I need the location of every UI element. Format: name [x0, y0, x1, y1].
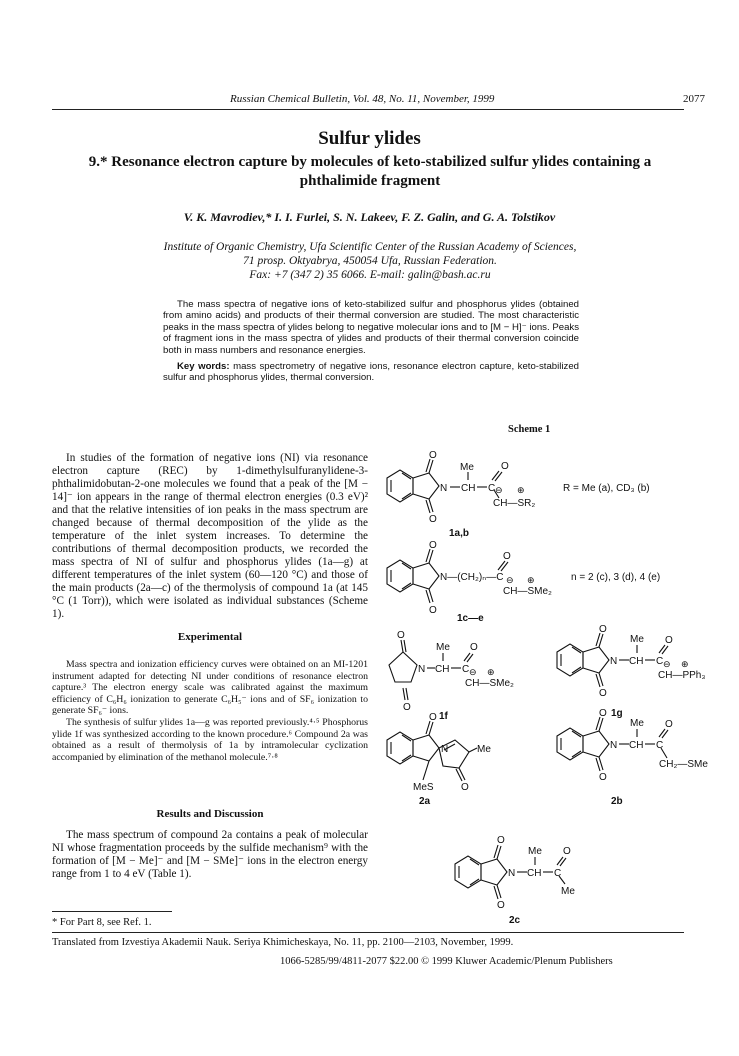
atom-label: N: [508, 868, 516, 879]
abstract: [163, 299, 579, 384]
intro-text: In studies of the formation of negative ions (NI) via resonance electron capture (REC) by 1-dimethylsulfuranylidene-3-phthalimidobutan-2-one molecules we found that a peak of the [M − 14]⁻ ion appears in the range of thermal electron energies (0.3 eV)² and that the relative intensities of ion peaks in the mass spectrum are changed because of thermal decomposition of the ylide as the temperature of the inlet system increases. To determine the contributions of thermal decomposition products, we recorded the mass spectra of NI of sulfur and phosphorus ylides (1a—g) at different temperatures of the inlet system (60—120 °C) and those of the main products (2a—c) of the thermolysis of compound 1a (at 145 °C (1 Torr)), which were isolated as individual substances (Scheme 1).: [52, 452, 368, 620]
affiliation: [100, 240, 640, 282]
atom-label: CH: [461, 483, 476, 494]
compound-label: 2a: [419, 796, 431, 807]
atom-label: O: [501, 461, 509, 472]
atom-label: N: [418, 664, 426, 675]
affiliation-line: Fax: +7 (347 2) 35 6066. E-mail: galin@bash.ac.ru: [249, 269, 491, 281]
atom-label: O: [599, 772, 607, 783]
atom-label: N: [440, 483, 448, 494]
atom-label: CH: [435, 664, 450, 675]
running-header: Russian Chemical Bulletin, Vol. 48, No. 11, November, 1999: [230, 93, 495, 105]
atom-label: CH: [629, 740, 644, 751]
charge-plus: ⊕: [487, 667, 495, 677]
atom-label: Me: [561, 886, 575, 897]
atom-label: O: [461, 782, 469, 793]
atom-label: C: [656, 740, 664, 751]
atom-label: O: [429, 540, 437, 551]
atom-label: C: [488, 483, 496, 494]
atom-label: Me: [528, 846, 542, 857]
experimental-paragraph: The synthesis of sulfur ylides 1a—g was reported previously.⁴·⁵ Phosphorus ylide 1f was synthesized according to the known procedure.⁶ Compound 2a was obtained as a result of thermolysis of 1a by intramolecular cyclization accompanied by elimination of the methanol molecule.⁷·⁸: [52, 716, 368, 763]
structure-2a: [387, 721, 477, 781]
atom-label: N: [610, 740, 618, 751]
n-definition: n = 2 (c), 3 (d), 4 (e): [571, 572, 661, 583]
atom-label: O: [429, 450, 437, 461]
atom-label: Me: [630, 634, 644, 645]
atom-label: O: [429, 605, 437, 616]
atom-label: O: [497, 900, 505, 911]
atom-label: Me: [460, 462, 474, 473]
atom-label: O: [503, 551, 511, 562]
atom-label: O: [497, 835, 505, 846]
atom-label: N: [610, 656, 618, 667]
experimental-section: [52, 659, 368, 763]
affiliation-line: 71 prosp. Oktyabrya, 450054 Ufa, Russian Federation.: [243, 255, 497, 267]
affiliation-line: Institute of Organic Chemistry, Ufa Scientific Center of the Russian Academy of Sciences,: [163, 241, 577, 253]
page-number: 2077: [683, 93, 705, 105]
keywords-text: mass spectrometry of negative ions, resonance electron capture, keto-stabilized sulfur and phosphorus ylides, thermal conversion.: [163, 361, 579, 384]
article-title: Sulfur ylides: [318, 128, 421, 149]
section-heading-results: Results and Discussion: [156, 808, 264, 820]
results-paragraph: The mass spectrum of compound 2a contains a peak of molecular NI whose fragmentation proceeds by the sulfide mechanism⁹ with the formation of [M − Me]⁻ and [M − SMe]⁻ ions in the electron energy range from 1 to 4 eV (Table 1).: [52, 829, 368, 880]
atom-label: O: [429, 514, 437, 525]
atom-label: Me: [630, 718, 644, 729]
compound-label: 1f: [439, 711, 448, 722]
atom-label: MeS: [413, 782, 434, 793]
scheme-1-diagram: [375, 440, 715, 930]
atom-label: Me: [436, 642, 450, 653]
atom-label: Me: [477, 744, 491, 755]
experimental-paragraph: Mass spectra and ionization efficiency curves were obtained on an MI-1201 instrument adapted for detecting NI under conditions of resonance electron capture.³ The electron energy scale was calibrated against the maximum efficiency of C₆H₆ ionization to generate C₆H₅⁻ ions and of SF₆ ionization to generate SF₆⁻ ions.: [52, 659, 368, 717]
structure-1f: [389, 640, 473, 700]
atom-label: O: [599, 624, 607, 635]
ylide-fragment: CH₂—SMe: [659, 759, 708, 770]
charge-plus: ⊕: [681, 659, 689, 669]
header-rule: [52, 109, 684, 110]
atom-label: O: [599, 708, 607, 719]
charge-plus: ⊕: [517, 485, 525, 495]
atom-label: O: [397, 630, 405, 641]
ylide-fragment: N—(CH₂)ₙ—C: [440, 572, 504, 583]
article-subtitle: 9.* Resonance electron capture by molecules of keto-stabilized sulfur ylides containing a phthalimide fragment: [88, 154, 652, 189]
compound-label: 1g: [611, 708, 623, 719]
atom-label: O: [665, 635, 673, 646]
ylide-fragment: CH—SMe₂: [503, 586, 552, 597]
atom-label: O: [470, 642, 478, 653]
atom-label: C: [656, 656, 664, 667]
charge-plus: ⊕: [527, 575, 535, 585]
atom-label: O: [599, 688, 607, 699]
charge-minus: ⊖: [495, 485, 503, 495]
translation-note: Translated from Izvestiya Akademii Nauk. Seriya Khimicheskaya, No. 11, pp. 2100—2103, November, 1999.: [52, 937, 514, 948]
section-heading-experimental: Experimental: [177, 631, 243, 643]
charge-minus: ⊖: [663, 659, 671, 669]
atom-label: O: [665, 719, 673, 730]
ylide-fragment: CH—SMe₂: [465, 678, 514, 689]
keywords-label: Key words:: [177, 361, 230, 373]
footnote-rule: [52, 911, 172, 912]
ylide-fragment: CH—SR₂: [493, 498, 536, 509]
atom-label: C: [554, 868, 562, 879]
footer-rule: [52, 932, 684, 933]
atom-label: CH: [527, 868, 542, 879]
atom-label: C: [462, 664, 470, 675]
atom-label: N: [441, 744, 449, 755]
ylide-fragment: CH—PPh₃: [658, 670, 706, 681]
abstract-text: The mass spectra of negative ions of keto-stabilized sulfur and phosphorus ylides (obtained from amino acids) and products of their thermal conversion are studied. The most characteristic peaks in the mass spectra of ylides belong to negative molecular ions and to [M − H]⁻ ions. Peaks of fragment ions in the mass spectra of ylides and products of their thermal conversion coincide both in mass numbers and resonance energies.: [163, 299, 579, 356]
author-list: V. K. Mavrodiev,* I. I. Furlei, S. N. Lakeev, F. Z. Galin, and G. A. Tolstikov: [183, 210, 556, 224]
r-definition: R = Me (a), CD₃ (b): [563, 483, 650, 494]
results-section: [52, 829, 368, 881]
atom-label: O: [403, 702, 411, 713]
charge-minus: ⊖: [469, 667, 477, 677]
copyright-line: 1066-5285/99/4811-2077 $22.00 © 1999 Kluwer Academic/Plenum Publishers: [280, 956, 613, 967]
intro-paragraph: [52, 452, 368, 621]
atom-label: CH: [629, 656, 644, 667]
charge-minus: ⊖: [506, 575, 514, 585]
footnote: * For Part 8, see Ref. 1.: [52, 917, 152, 928]
atom-label: O: [429, 712, 437, 723]
compound-label: 2b: [611, 796, 623, 807]
compound-label: 1a,b: [449, 528, 470, 539]
compound-label: 1c—e: [457, 613, 484, 624]
keywords: [163, 361, 579, 384]
compound-label: 2c: [509, 915, 521, 926]
atom-label: O: [563, 846, 571, 857]
scheme-heading: Scheme 1: [508, 424, 551, 435]
